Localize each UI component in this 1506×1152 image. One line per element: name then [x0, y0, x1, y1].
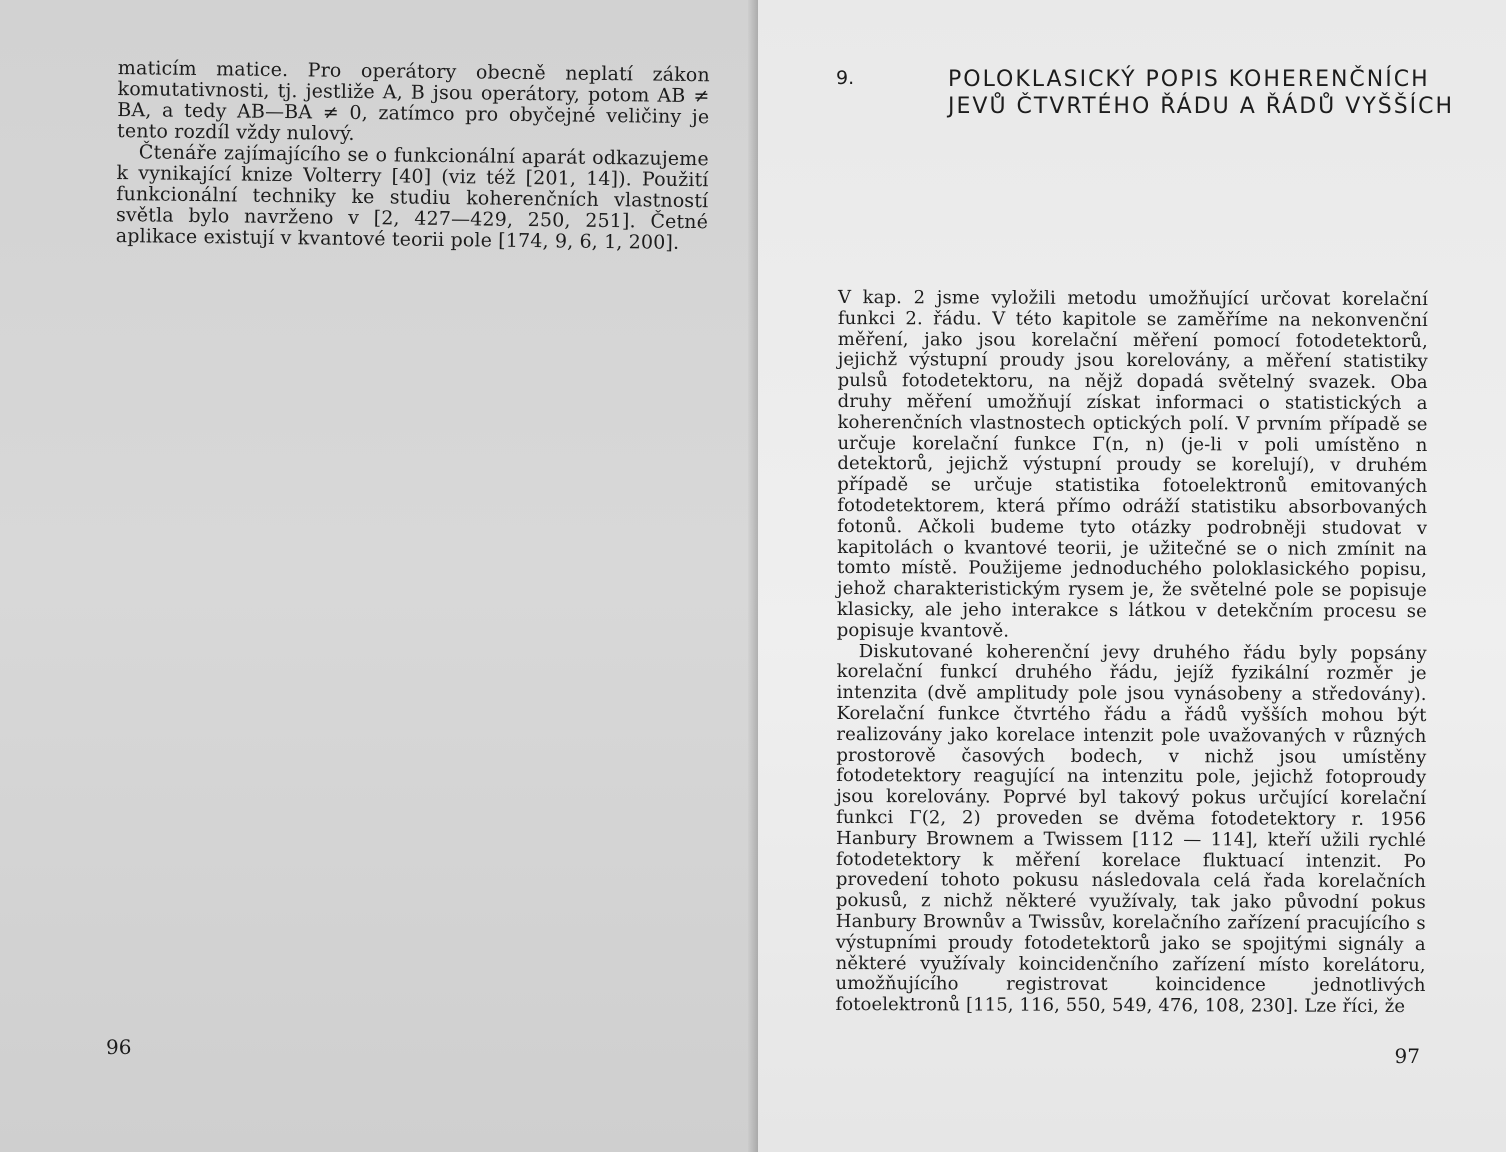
left-paragraph-2: Čtenáře zajímajícího se o funkcionální aparát odkazujeme k vynikající knize Volterry [40] (viz též [201, 14]). Použití funkcionální techniky ke studiu koherenčních vlastností světla bylo navrženo v [2, 427—429, 250, 251]. Četné aplikace existují v kvantové teorii pole [174, 9, 6, 1, 200].	[115, 141, 709, 254]
chapter-title-line-1: POLOKLASICKÝ POPIS KOHERENČNÍCH	[948, 67, 1430, 92]
chapter-number: 9.	[836, 67, 855, 89]
right-page-number: 97	[1394, 1044, 1420, 1068]
chapter-title-line-2: JEVŮ ČTVRTÉHO ŘÁDU A ŘÁDŮ VYŠŠÍCH	[948, 94, 1455, 119]
right-page-text	[835, 288, 1428, 1018]
chapter-title	[948, 66, 1455, 120]
left-paragraph-1: maticím matice. Pro operátory obecně neplatí zákon komutativnosti, tj. jestliže A, B jsou operátory, potom AB ≠ BA, a tedy AB—BA ≠ 0, zatímco pro obyčejné veličiny je tento rozdíl vždy nulový.	[116, 57, 710, 145]
right-paragraph-2: Diskutované koherenční jevy druhého řádu byly popsány korelační funkcí druhého řádu, jejíž fyzikální rozměr je intenzita (dvě amplitudy pole jsou vynásobeny a středovány). Korelační funkce čtvrtého řádu a řádů vyšších mohou být realizovány jako korelace intenzit pole uvažovaných v různých prostorově časových bodech, v nichž jsou umístěny fotodetektory reagující na intenzitu pole, jejichž fotoproudy jsou korelovány. Poprvé byl takový pokus určující korelační funkci Γ(2, 2) proveden se dvěma fotodetektory r. 1956 Hanbury Brownem a Twissem [112 — 114], kteří užili rychlé fotodetektory k měření korelace fluktuací intenzit. Po provedení tohoto pokusu následovala celá řada korelačních pokusů, z nichž některé využívaly, tak jako původní pokus Hanbury Brownův a Twissův, korelačního zařízení pracujícího s výstupními proudy fotodetektorů jako se spojitými signály a některé využívaly koincidenčního zařízení místo korelátoru, umožňujícího registrovat koincidence jednotlivých fotoelektronů [115, 116, 550, 549, 476, 108, 230]. Lze říci, že	[835, 640, 1427, 1018]
left-page-text	[116, 58, 710, 254]
left-page-number: 96	[106, 1035, 132, 1059]
right-page	[758, 0, 1506, 1152]
right-paragraph-1: V kap. 2 jsme vyložili metodu umožňující určovat korelační funkci 2. řádu. V této kapitole se zaměříme na nekonvenční měření, jako jsou korelační měření pomocí fotodetektorů, jejichž výstupní proudy jsou korelovány, a měření statistiky pulsů fotodetektoru, na nějž dopadá světelný svazek. Oba druhy měření umožňují získat informaci o statistických a koherenčních vlastnostech optických polí. V prvním případě se určuje korelační funkce Γ(n, n) (je-li v poli umístěno n detektorů, jejichž výstupní proudy se korelují), v druhém případě se určuje statistika fotoelektronů emitovaných fotodetektorem, která přímo odráží statistiku absorbovaných fotonů. Ačkoli budeme tyto otázky podrobněji studovat v kapitolách o kvantové teorii, je užitečné se o nich zmínit na tomto místě. Použijeme jednoduchého poloklasického popisu, jehož charakteristickým rysem je, že světelné pole se popisuje klasicky, ale jeho interakce s látkou v detekčním procesu se popisuje kvantově.	[836, 287, 1428, 642]
